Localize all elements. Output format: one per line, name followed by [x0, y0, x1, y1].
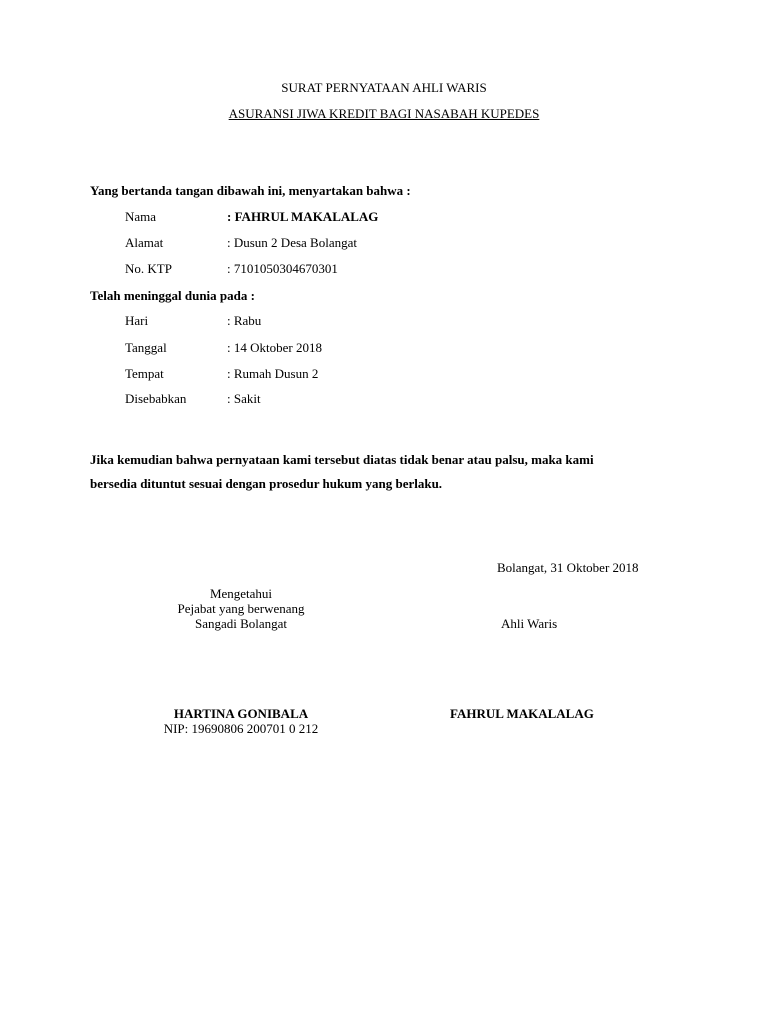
left-sign-line-1: Mengetahui	[209, 586, 273, 601]
death-value-place: : Rumah Dusun 2	[227, 366, 319, 381]
identity-label-name: Nama	[125, 209, 157, 224]
death-value-date: : 14 Oktober 2018	[227, 340, 322, 355]
right-sign-name: FAHRUL MAKALALAG	[450, 706, 594, 721]
death-label-place: Tempat	[125, 366, 164, 381]
identity-label-address: Alamat	[125, 235, 164, 250]
identity-value-address: : Dusun 2 Desa Bolangat	[227, 235, 357, 250]
death-value-day: : Rabu	[227, 313, 262, 328]
identity-value-name: : FAHRUL MAKALALAG	[227, 209, 379, 224]
left-sign-nip: NIP: 19690806 200701 0 212	[163, 721, 319, 736]
identity-label-ktp: No. KTP	[125, 261, 172, 276]
document-title: SURAT PERNYATAAN AHLI WARIS	[281, 80, 487, 95]
place-date: Bolangat, 31 Oktober 2018	[497, 560, 639, 575]
death-heading: Telah meninggal dunia pada :	[90, 288, 255, 303]
right-sign-role: Ahli Waris	[501, 616, 558, 631]
left-sign-line-3: Sangadi Bolangat	[194, 616, 288, 631]
death-label-cause: Disebabkan	[125, 391, 187, 406]
death-label-date: Tanggal	[125, 340, 167, 355]
statement-line-1: Jika kemudian bahwa pernyataan kami tersebut diatas tidak benar atau palsu, maka kami	[90, 452, 594, 467]
left-sign-name: HARTINA GONIBALA	[173, 706, 309, 721]
death-label-day: Hari	[125, 313, 149, 328]
document-subtitle: ASURANSI JIWA KREDIT BAGI NASABAH KUPEDES	[228, 106, 540, 121]
intro-text: Yang bertanda tangan dibawah ini, menyartakan bahwa :	[90, 183, 411, 198]
identity-value-ktp: : 7101050304670301	[227, 261, 338, 276]
left-sign-line-2: Pejabat yang berwenang	[177, 601, 305, 616]
statement-line-2: bersedia dituntut sesuai dengan prosedur hukum yang berlaku.	[90, 476, 443, 491]
death-value-cause: : Sakit	[227, 391, 261, 406]
